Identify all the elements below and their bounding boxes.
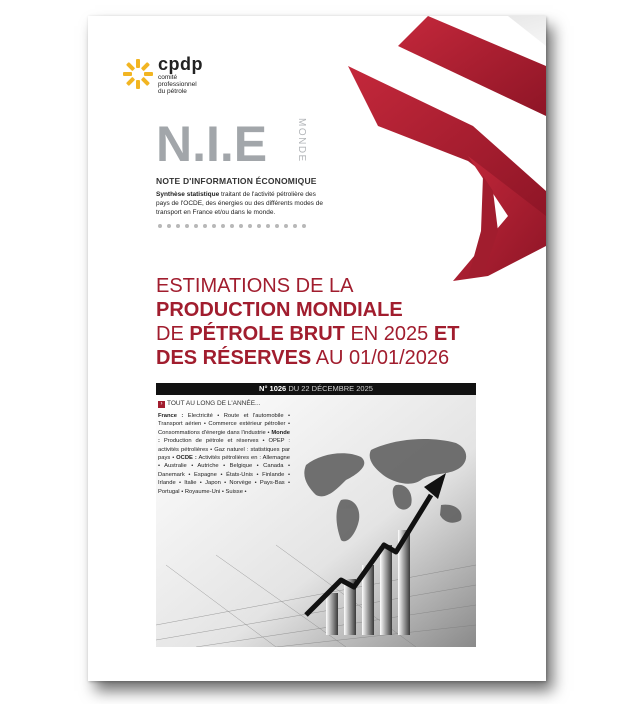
toc-label: France :	[158, 413, 184, 419]
dot	[302, 224, 306, 228]
title-line-3	[156, 322, 536, 346]
toc-text-segment: Activités pétrolières en : Allemagne • Australie • Autriche • Belgique • Canada • Danemark • Espagne • États-Unis • Finlande • Irlande • Italie • Japon • Norvège • Pays-Bas • Portugal • Royaume-Uni • Suisse •	[158, 455, 291, 495]
toc-label: OCDE :	[176, 455, 197, 462]
logo-subtitle-line: comité	[158, 74, 178, 81]
title-bold: PÉTROLE BRUT	[189, 323, 345, 345]
logo-name: cpdp	[158, 54, 203, 74]
title-line-1: ESTIMATIONS DE LA	[156, 275, 354, 297]
issue-date: DU 22 DÉCEMBRE 2025	[286, 384, 373, 393]
logo-subtitle-line: du pétrole	[158, 88, 187, 95]
toc-label: Monde :	[158, 429, 290, 445]
title-bold: DES RÉSERVES	[156, 347, 312, 369]
dot	[167, 224, 171, 228]
dot	[203, 224, 207, 228]
title-bold: ET	[433, 323, 460, 345]
toc-text-segment: Electricité • Route et l'automobile • Transport aérien • Commerce extérieur pétrolier • Consommations d'énergie dans l'industrie •	[158, 413, 290, 436]
description-text: traitant de l'activité pétrolière des pays de l'OCDE, des énergies ou des différents modes de transport en France et/ou dans le monde.	[156, 191, 323, 216]
dot	[158, 224, 162, 228]
title-text: DE	[156, 323, 190, 345]
document-cover	[88, 16, 546, 681]
dot	[257, 224, 261, 228]
issue-number: N° 1026	[259, 384, 287, 393]
main-title	[156, 274, 536, 370]
cpdp-logo	[122, 56, 232, 96]
dot	[185, 224, 189, 228]
dot	[275, 224, 279, 228]
toc-text-segment: Production de pétrole et réserves • OPEP : activités pétrolières • Gaz naturel : statistiques par pays •	[158, 438, 290, 462]
dot	[212, 224, 216, 228]
sunburst-logo-icon	[122, 58, 154, 90]
arrow-right-icon: ›	[158, 401, 165, 408]
nie-subtitle: NOTE D'INFORMATION ÉCONOMIQUE	[156, 176, 317, 186]
dot	[176, 224, 180, 228]
toc-text	[158, 412, 290, 496]
title-text: AU 01/01/2026	[311, 347, 450, 369]
dot	[248, 224, 252, 228]
title-line-4	[156, 346, 536, 370]
dot	[194, 224, 198, 228]
toc-heading	[158, 400, 260, 408]
nie-side-label: MONDE	[296, 118, 307, 163]
title-line-2	[156, 298, 536, 322]
logo-subtitle-line: professionnel	[158, 81, 197, 88]
dot	[266, 224, 270, 228]
issue-band	[156, 383, 476, 395]
toc-heading-text: TOUT AU LONG DE L'ANNÉE...	[167, 400, 261, 407]
nie-title: N.I.E	[156, 116, 268, 172]
logo-subtitle	[158, 74, 228, 95]
dot	[221, 224, 225, 228]
dot	[293, 224, 297, 228]
description-bold: Synthèse statistique	[156, 191, 220, 198]
dot	[284, 224, 288, 228]
dot-divider	[158, 224, 306, 228]
dot	[239, 224, 243, 228]
title-bold: PRODUCTION MONDIALE	[156, 299, 403, 321]
title-text: EN 2025	[344, 323, 434, 345]
dot	[230, 224, 234, 228]
description	[156, 190, 326, 217]
